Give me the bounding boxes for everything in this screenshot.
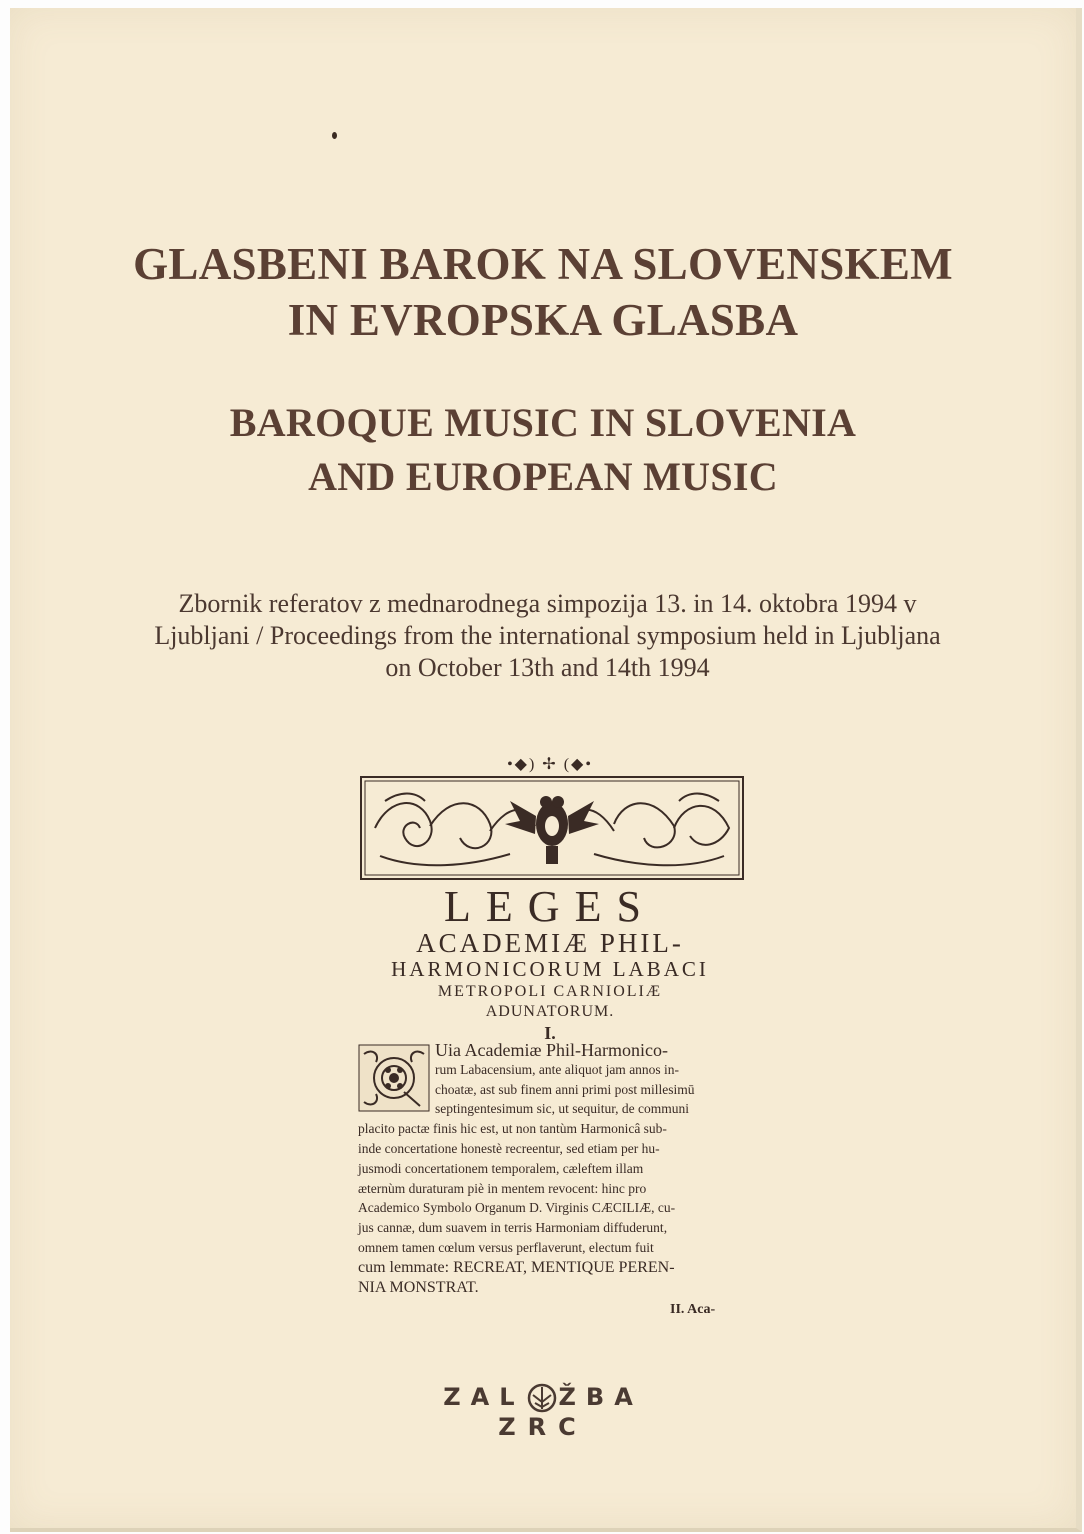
plate-text-line: inde concertatione honestè recreentur, sed etiam per hu- <box>358 1141 660 1156</box>
publisher-text-right: ŽBA <box>558 1383 643 1411</box>
catchword: II. Aca- <box>670 1302 716 1317</box>
title-slovenian-line1: GLASBENI BAROK NA SLOVENSKEM <box>133 239 953 289</box>
publisher-emblem-icon <box>527 1383 557 1413</box>
decorated-initial-q <box>358 1044 430 1112</box>
plate-text-line: æternùm duraturam piè in mentem revocent: hinc pro <box>358 1180 647 1196</box>
publisher-logo <box>10 1383 1076 1413</box>
plate-text-line: placito pactæ finis hic est, ut non tantùm Harmonicâ sub- <box>358 1121 667 1137</box>
subtitle-line1: Zbornik referatov z mednarodnega simpozija 13. in 14. oktobra 1994 v <box>178 589 917 618</box>
publisher-logo-bottom: ZRC <box>498 1413 588 1441</box>
plate-text-line: jusmodi concertationem temporalem, cæleftem illam <box>358 1160 644 1176</box>
plate-text-line: omnem tamen cœlum versus perflaverunt, electum fuit <box>358 1240 654 1255</box>
plate-section-number: I. <box>544 1023 556 1043</box>
plate-line-4: ADUNATORUM. <box>485 1003 615 1020</box>
plate-text-line: choatæ, ast sub finem anni primi post millesimū <box>435 1081 695 1097</box>
plate-text-line: Academico Symbolo Organum D. Virginis CÆCILIÆ, cu- <box>358 1200 676 1216</box>
subtitle-line2: Ljubljani / Proceedings from the international symposium held in Ljubljana <box>154 621 941 650</box>
plate-text-line: cum lemmate: RECREAT, MENTIQUE PEREN- <box>358 1258 675 1276</box>
plate-text-line: rum Labacensium, ante aliquot jam annos in- <box>435 1061 680 1077</box>
title-english-line2: AND EUROPEAN MUSIC <box>308 454 778 499</box>
title-slovenian-line2: IN EVROPSKA GLASBA <box>287 295 799 345</box>
historical-title-page-image <box>340 748 760 1328</box>
plate-text-line: jus cannæ, dum suavem in terris Harmoniam diffuderunt, <box>358 1220 668 1236</box>
leges-title: LEGES <box>444 882 656 931</box>
subtitle-line3: on October 13th and 14th 1994 <box>385 653 710 682</box>
plate-line-1: ACADEMIÆ PHIL- <box>416 928 684 958</box>
title-english-line1: BAROQUE MUSIC IN SLOVENIA <box>229 400 857 445</box>
ornamental-headpiece <box>360 776 744 880</box>
subtitle <box>110 588 985 684</box>
ornament-fleuron: •◆) ✢ (◆• <box>507 756 593 773</box>
title-slovenian <box>10 236 1076 348</box>
plate-line-2: HARMONICORUM LABACI <box>391 957 709 981</box>
book-cover <box>10 8 1082 1532</box>
ink-speck <box>332 132 337 139</box>
plate-text-line: NIA MONSTRAT. <box>358 1278 479 1296</box>
plate-text-line: septingentesimum sic, ut sequitur, de communi <box>435 1101 690 1117</box>
plate-text-line: Uia Academiæ Phil-Harmonico- <box>435 1040 668 1060</box>
publisher-text-left: ZAL <box>443 1383 525 1411</box>
title-english <box>10 396 1076 504</box>
plate-line-3: METROPOLI CARNIOLIÆ <box>437 983 663 1000</box>
